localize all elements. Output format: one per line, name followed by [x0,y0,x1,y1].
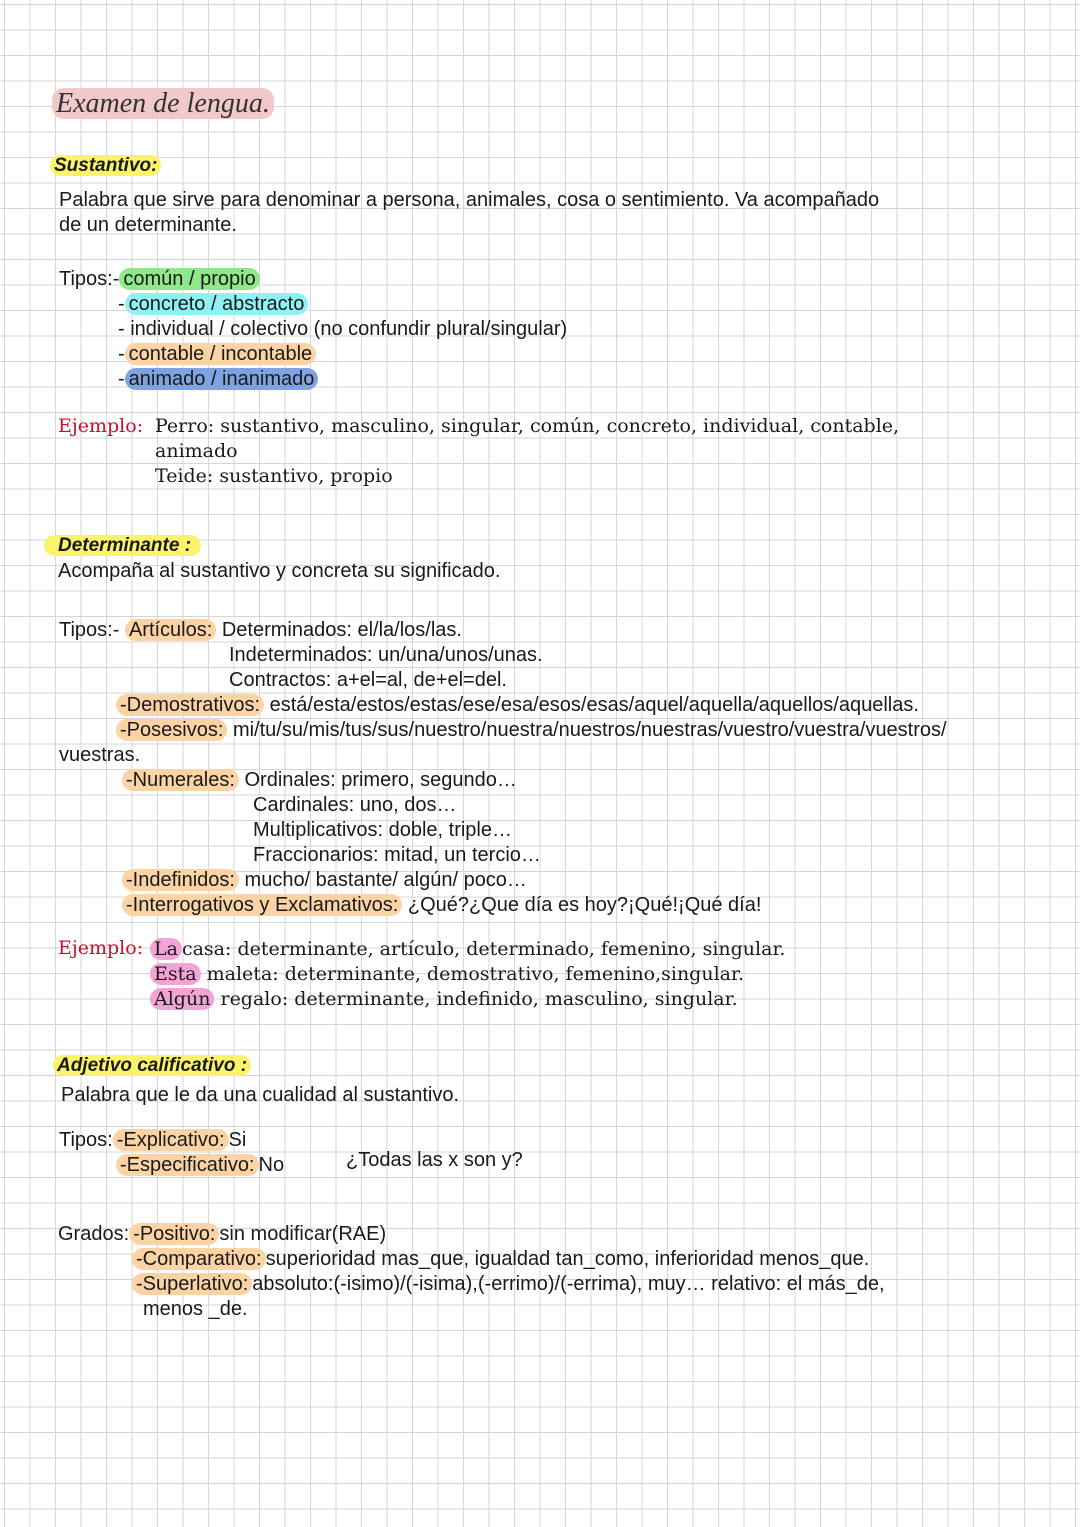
sustantivo-tipo-2: - concreto / abstracto [118,292,308,317]
determinante-heading: Determinante : [44,533,201,558]
sustantivo-definition-line1: Palabra que sirve para denominar a persona, animales, cosa o sentimiento. Va acompañado [59,189,880,211]
determinante-numerales: -Numerales: Ordinales: primero, segundo… [122,768,517,793]
determinante-ejemplo-line2: Esta maleta: determinante, demostrativo, femenino,singular. [150,962,744,987]
sustantivo-heading: Sustantivo: [50,153,161,178]
determinante-articulos: Tipos:- Artículos: Determinados: el/la/los/las. [59,619,462,641]
adjetivo-especificativo: -Especificativo: No [116,1153,284,1178]
adjetivo-positivo: Grados: -Positivo: sin modificar(RAE) [58,1223,387,1245]
determinante-contractos: Contractos: a+el=al, de+el=del. [229,669,507,691]
sustantivo-tipo-4: - contable / incontable [118,342,316,367]
adjetivo-definition: Palabra que le da una cualidad al sustantivo. [61,1084,460,1106]
adjetivo-comparativo: -Comparativo: superioridad mas_que, igualdad tan_como, inferioridad menos_que. [132,1247,869,1272]
determinante-posesivos: -Posesivos: mi/tu/su/mis/tus/sus/nuestro/nuestra/nuestros/nuestras/vuestro/vuestra/vuestros/ [116,718,947,743]
adjetivo-heading: Adjetivo calificativo : [53,1053,251,1078]
determinante-indeterminados: Indeterminados: un/una/unos/unas. [229,644,543,666]
determinante-ejemplo-line3: Algún regalo: determinante, indefinido, masculino, singular. [150,987,738,1012]
sustantivo-ejemplo-line2: animado [155,440,238,462]
determinante-interrogativos: -Interrogativos y Exclamativos: ¿Qué?¿Que día es hoy?¡Qué!¡Qué día! [122,893,761,918]
sustantivo-tipo-1: Tipos:- común / propio [59,267,260,292]
sustantivo-tipo-3: - individual / colectivo (no confundir plural/singular) [118,318,568,340]
sustantivo-ejemplo-label: Ejemplo: [58,415,144,437]
determinante-demostrativos: -Demostrativos: está/esta/estos/estas/ese/esa/esos/esas/aquel/aquella/aquellos/aquellas. [116,693,919,718]
determinante-ejemplo-label: Ejemplo: [58,937,144,959]
adjetivo-superlativo: -Superlativo: absoluto:(-isimo)/(-isima),(-errimo)/(-errima), muy… relativo: el más_de, [132,1272,885,1297]
determinante-ejemplo-line1: La casa: determinante, artículo, determinado, femenino, singular. [150,937,785,962]
determinante-definition: Acompaña al sustantivo y concreta su significado. [58,560,501,582]
determinante-posesivos-cont: vuestras. [59,744,141,766]
sustantivo-tipo-5: - animado / inanimado [118,367,318,392]
sustantivo-ejemplo-line3: Teide: sustantivo, propio [155,465,393,487]
adjetivo-superlativo-cont: menos _de. [143,1298,248,1320]
determinante-indefinidos: -Indefinidos: mucho/ bastante/ algún/ poco… [122,868,527,893]
determinante-cardinales: Cardinales: uno, dos… [253,794,457,816]
adjetivo-explicativo: Tipos: -Explicativo: Si [59,1129,247,1151]
determinante-fraccionarios: Fraccionarios: mitad, un tercio… [253,844,541,866]
adjetivo-question: ¿Todas las x son y? [346,1149,523,1171]
sustantivo-definition-line2: de un determinante. [59,214,237,236]
page-title: Examen de lengua. [52,88,274,120]
sustantivo-ejemplo-line1: Perro: sustantivo, masculino, singular, común, concreto, individual, contable, [155,415,900,437]
determinante-multiplicativos: Multiplicativos: doble, triple… [253,819,512,841]
